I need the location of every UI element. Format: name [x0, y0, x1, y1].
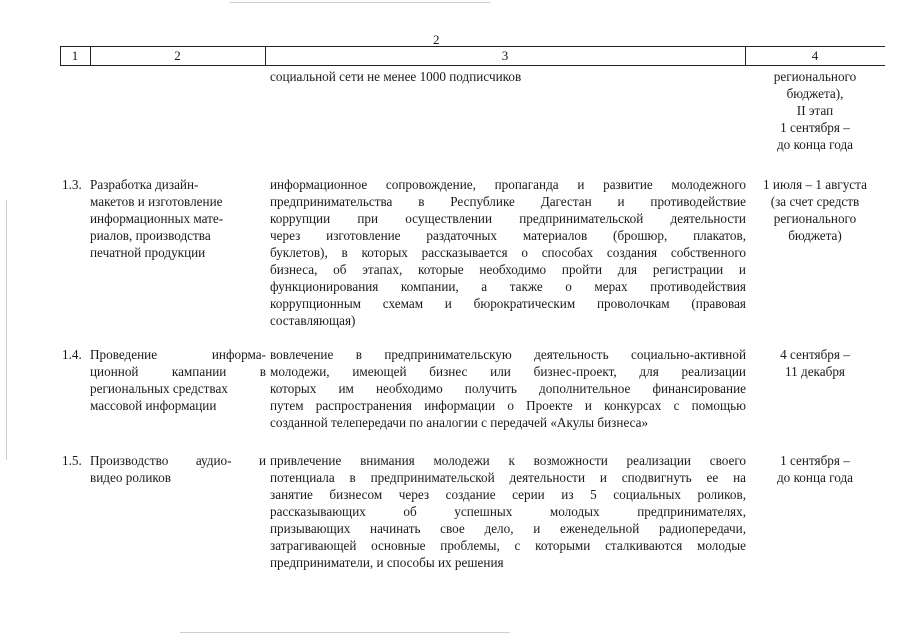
page-number: 2: [433, 32, 440, 47]
description-line: коррупции при осуществлении предпринимательской деятельности: [270, 211, 746, 226]
name-line: макетов и изготовление: [90, 194, 223, 209]
description-line: предпринимательства в Республике Дагестан и противодействие: [270, 194, 746, 209]
table-header-row: [60, 46, 885, 66]
description-line: рассказывающих об успешных молодых предпринимателях,: [270, 504, 746, 519]
header-col-4: 4: [811, 48, 819, 63]
row-description: [270, 346, 746, 431]
row-description: [270, 176, 746, 329]
description-line: бизнеса, об этапах, которые необходимо пройти для регистрации и: [270, 262, 746, 277]
row-name: [90, 176, 266, 261]
name-line: информационных мате-: [90, 211, 224, 226]
description-line: составляющая): [270, 313, 356, 328]
description-line: привлечение внимания молодежи к возможности реализации своего: [270, 453, 746, 468]
continuation-description: [270, 68, 746, 85]
term-line: до конца года: [776, 470, 854, 485]
header-col-1: 1: [71, 48, 79, 63]
description-line: буклетов), в которых рассказывается о способах создания собственного: [270, 245, 746, 260]
name-line: Разработка дизайн-: [90, 177, 199, 192]
description-line: через изготовление раздаточных материалов (брошюр, плакатов,: [270, 228, 746, 243]
description-line: функционирования компании, а также о мерах противодействия: [270, 279, 746, 294]
description-line: путем распространения информации о Проекте и конкурсах с помощью: [270, 398, 746, 413]
term-line: бюджета): [788, 228, 842, 243]
row-number: 1.5.: [62, 453, 82, 468]
term-line: 1 июля – 1 августа: [763, 177, 867, 192]
name-line: Проведение информа-: [90, 347, 266, 362]
name-line: региональных средствах: [90, 381, 228, 396]
row-description: [270, 452, 746, 571]
description-line: которых им необходимо получить дополнительное финансирование: [270, 381, 746, 396]
continuation-term: [745, 68, 885, 153]
name-line: риалов, производства: [90, 228, 211, 243]
row-number: 1.4.: [62, 347, 82, 362]
term-line: регионального: [773, 69, 857, 84]
description-line: коррупционным схемам и бюрократическим проволочкам (правовая: [270, 296, 746, 311]
row-number: 1.3.: [62, 177, 82, 192]
row-term: [745, 452, 885, 486]
term-line: 4 сентября –: [780, 347, 850, 362]
description-line: молодежи, имеющей бизнес или бизнес-проект, для реализации: [270, 364, 746, 379]
name-line: видео роликов: [90, 470, 171, 485]
term-line: регионального: [773, 211, 857, 226]
row-term: [745, 176, 885, 244]
description-line: затрагивающей основные проблемы, с которыми сталкиваются молодые: [270, 538, 746, 553]
scan-artifact-left: [6, 200, 7, 460]
description-line: предприниматели, и способы их решения: [270, 555, 504, 570]
description-line: информационное сопровождение, пропаганда и развитие молодежного: [270, 177, 746, 192]
description-line: социальной сети не менее 1000 подписчиков: [270, 69, 522, 84]
description-line: занятие бизнесом через создание серии из 5 социальных роликов,: [270, 487, 746, 502]
row-name: [90, 346, 266, 414]
row-name: [90, 452, 266, 486]
scan-artifact-top: [230, 2, 490, 3]
name-line: Производство аудио- и: [90, 453, 266, 468]
name-line: массовой информации: [90, 398, 217, 413]
header-col-3: 3: [501, 48, 509, 63]
term-line: 1 сентября –: [780, 120, 850, 135]
description-line: потенциала в предпринимательской деятельности и сподвигнуть ее на: [270, 470, 746, 485]
term-line: 11 декабря: [785, 364, 845, 379]
term-line: до конца года: [776, 137, 854, 152]
header-col-2: 2: [174, 48, 181, 63]
term-line: (за счет средств: [770, 194, 860, 209]
name-line: печатной продукции: [90, 245, 206, 260]
name-line: ционной кампании в: [90, 364, 266, 379]
description-line: созданной телепередачи по аналогии с передачей «Акулы бизнеса»: [270, 415, 649, 430]
term-line: 1 сентября –: [780, 453, 850, 468]
term-line: бюджета),: [786, 86, 844, 101]
scan-artifact-bottom: [180, 632, 510, 633]
description-line: вовлечение в предпринимательскую деятельность социально-активной: [270, 347, 746, 362]
term-line: II этап: [796, 103, 834, 118]
description-line: призывающих начинать свое дело, и еженедельной радиопередачи,: [270, 521, 746, 536]
row-term: [745, 346, 885, 380]
